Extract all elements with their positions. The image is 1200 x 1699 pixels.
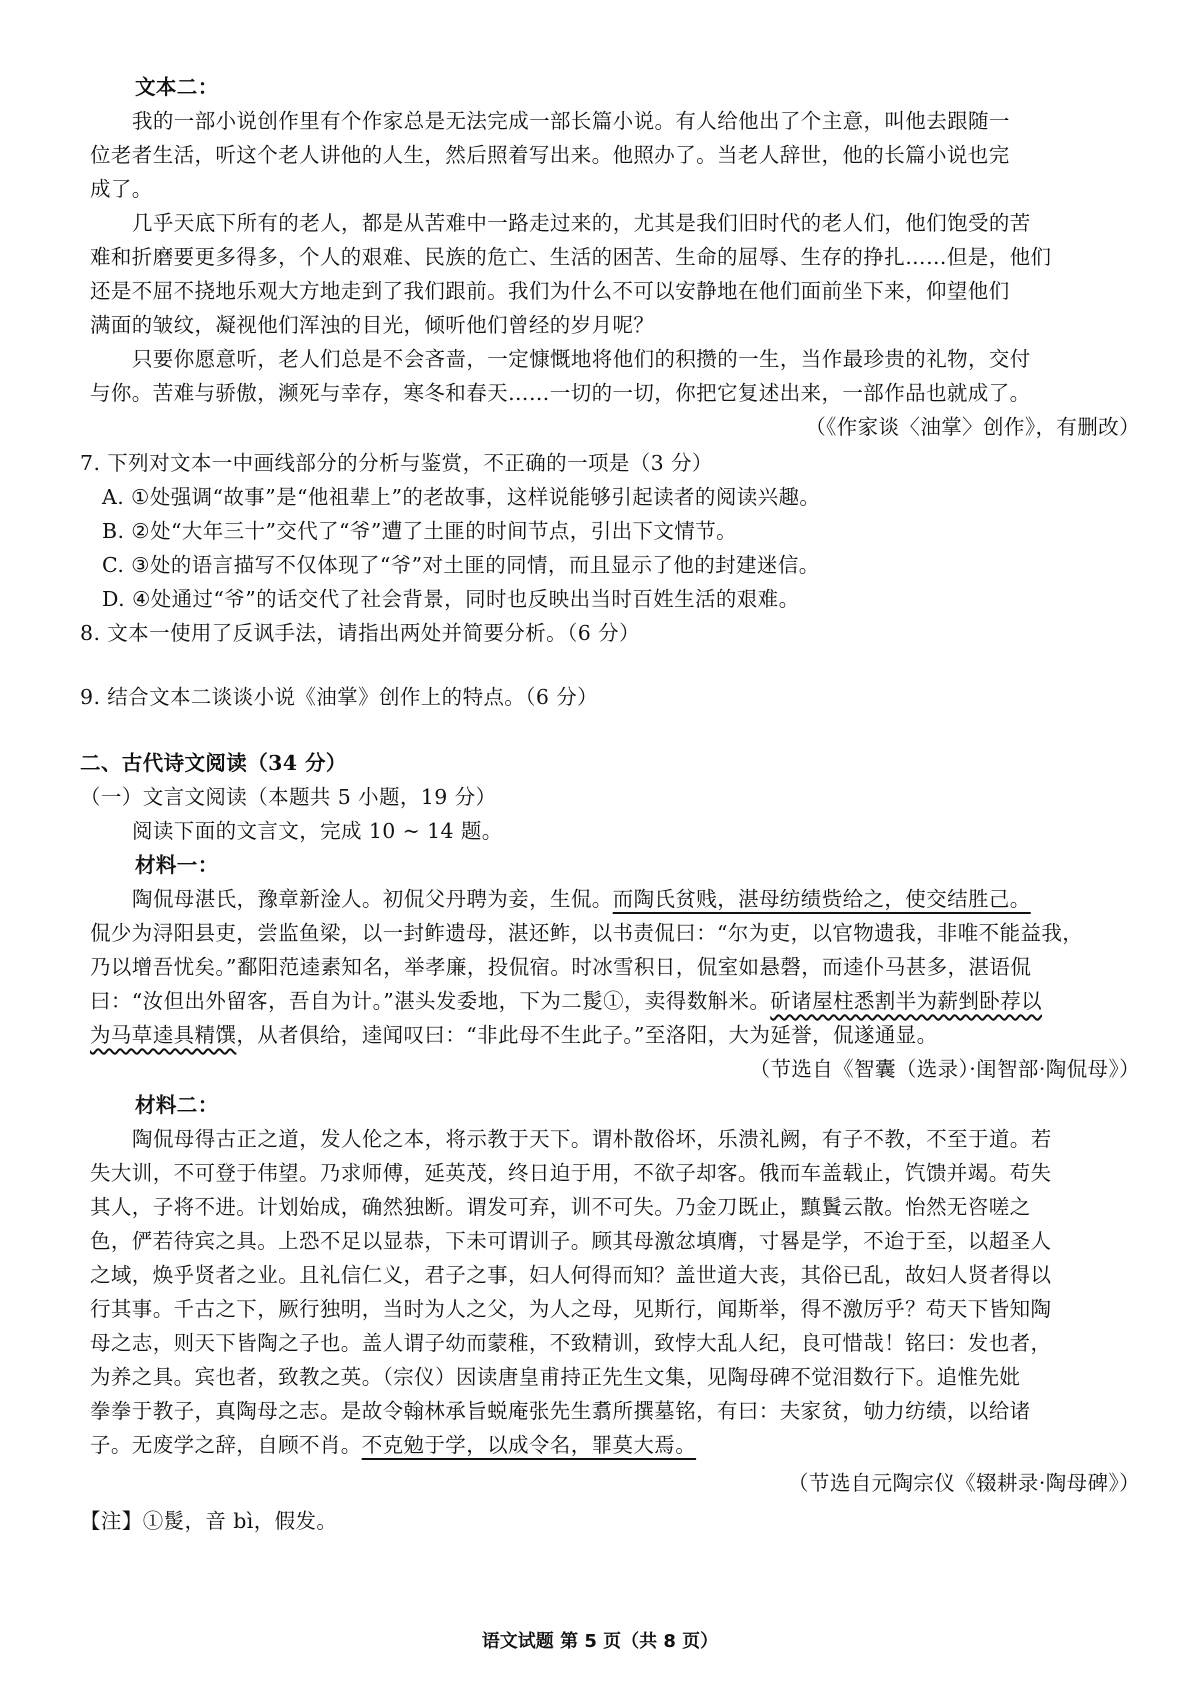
section-subtitle: （一）文言文阅读（本题共 5 小题，19 分） (80, 785, 497, 809)
material1-text: 陶侃母湛氏，豫章新淦人。初侃父丹聘为妾，生侃。 (132, 887, 613, 911)
material2-line: 为养之具。宾也者，致教之英。（宗仪）因读唐皇甫持正先生文集，见陶母碑不觉泪数行下。追惟先妣 (90, 1365, 1021, 1389)
material2-text: 子。无废学之辞，自顾不肖。 (90, 1433, 362, 1457)
material1-line (90, 984, 1042, 1018)
section-instruction: 阅读下面的文言文，完成 10 ~ 14 题。 (132, 819, 503, 843)
wavy-underlined-sentence: 斫诸屋柱悉割半为薪剉卧荐以 (770, 989, 1043, 1013)
material2-heading: 材料二： (135, 1093, 219, 1117)
material1-text: ，从者俱给，逵闻叹曰：“非此母不生此子。”至洛阳，大为延誉，侃遂通显。 (236, 1023, 938, 1047)
material2-line: 色，俨若待宾之具。上恐不足以显恭，下未可谓训子。顾其母激忿填膺，寸晷是学，不迨于至，以超圣人 (90, 1229, 1052, 1253)
text2-line: 我的一部小说创作里有个作家总是无法完成一部长篇小说。有人给他出了个主意，叫他去跟随一 (132, 109, 1010, 133)
material2-line: 拳拳于教子，真陶母之志。是故令翰林承旨蜕庵张先生翥所撰墓铭，有曰：夫家贫，劬力纺绩，以给诸 (90, 1399, 1031, 1423)
material2-line: 行其事。千古之下，厥行独明，当时为人之父，为人之母，见斯行，闻斯举，得不激厉乎？苟天下皆知陶 (90, 1297, 1052, 1321)
material2-line: 其人，子将不进。计划始成，确然独断。谓发可弃，训不可失。乃金刀既止，黰鬒云散。怡然无咨嗟之 (90, 1195, 1031, 1219)
text2-line: 位老者生活，听这个老人讲他的人生，然后照着写出来。他照办了。当老人辞世，他的长篇小说也完 (90, 143, 1010, 167)
material1-heading: 材料一： (135, 853, 219, 877)
text2-line: 还是不屈不挠地乐观大方地走到了我们跟前。我们为什么不可以安静地在他们面前坐下来，仰望他们 (90, 279, 1010, 303)
text2-heading: 文本二： (135, 75, 219, 99)
material2-line (90, 1428, 696, 1462)
material1-text: 曰：“汝但出外留客，吾自为计。”湛头发委地，下为二髲①，卖得数斛米。 (90, 989, 771, 1013)
question-9: 9. 结合文本二谈谈小说《油掌》创作上的特点。（6 分） (80, 685, 599, 709)
material2-line: 母之志，则天下皆陶之子也。盖人谓子幼而蒙稚，不致精训，致悖大乱人纪，良可惜哉！铭曰：发也者， (90, 1331, 1052, 1355)
material2-line: 陶侃母得古正之道，发人伦之本，将示教于天下。谓朴散俗坏，乐溃礼阙，有子不教，不至于道。若 (132, 1127, 1052, 1151)
question-7-option-a: A. ①处强调“故事”是“他祖辈上”的老故事，这样说能够引起读者的阅读兴趣。 (102, 485, 821, 509)
underlined-sentence: 不克勉于学，以成令名，罪莫大焉。 (361, 1433, 697, 1457)
material1-line: 侃少为浔阳县吏，尝监鱼梁，以一封鲊遗母，湛还鲊，以书责侃曰：“尔为吏，以官物遗我，非唯不能益我， (90, 921, 1084, 945)
section-title: 二、古代诗文阅读（34 分） (80, 751, 347, 775)
material1-line: 乃以增吾忧矣。”鄱阳范逵素知名，举孝廉，投侃宿。时冰雪积日，侃室如悬磬，而逵仆马甚多，湛语侃 (90, 955, 1032, 979)
question-8: 8. 文本一使用了反讽手法，请指出两处并简要分析。（6 分） (80, 621, 640, 645)
text2-line: 只要你愿意听，老人们总是不会吝啬，一定慷慨地将他们的积攒的一生，当作最珍贵的礼物，交付 (132, 347, 1031, 371)
material1-source: （节选自《智囊（选录）·闺智部·陶侃母》） (749, 1057, 1140, 1081)
question-7-option-b: B. ②处“大年三十”交代了“爷”遭了土匪的时间节点，引出下文情节。 (102, 519, 737, 543)
text2-line: 成了。 (90, 177, 153, 201)
text2-line: 几乎天底下所有的老人，都是从苦难中一路走过来的，尤其是我们旧时代的老人们，他们饱受的苦 (132, 211, 1031, 235)
page-footer: 语文试题 第 5 页（共 8 页） (481, 1631, 719, 1652)
material1-line (90, 1018, 938, 1052)
footnote: 【注】①髲，音 bì，假发。 (80, 1509, 338, 1533)
text2-line: 与你。苦难与骄傲，濒死与幸存，寒冬和春天……一切的一切，你把它复述出来，一部作品也就成了。 (90, 381, 1031, 405)
question-7-option-c: C. ③处的语言描写不仅体现了“爷”对土匪的同情，而且显示了他的封建迷信。 (102, 553, 820, 577)
material2-line: 失大训，不可登于伟望。乃求师傅，延英茂，终日迫于用，不欲子却客。俄而车盖载止，饩馈并竭。苟失 (90, 1161, 1052, 1185)
underlined-sentence: 而陶氏贫贱，湛母纺绩赀给之，使交结胜己。 (612, 887, 1031, 911)
material2-line: 之域，焕乎贤者之业。且礼信仁义，君子之事，妇人何得而知？盖世道大丧，其俗已乱，故妇人贤者得以 (90, 1263, 1052, 1287)
text2-source: （《作家谈〈油掌〉创作》，有删改） (805, 415, 1140, 439)
question-7-option-d: D. ④处通过“爷”的话交代了社会背景，同时也反映出当时百姓生活的艰难。 (102, 587, 800, 611)
material1-line (132, 882, 1031, 916)
text2-line: 难和折磨要更多得多，个人的艰难、民族的危亡、生活的困苦、生命的屈辱、生存的挣扎……但是，他们 (90, 245, 1052, 269)
text2-line: 满面的皱纹，凝视他们浑浊的目光，倾听他们曾经的岁月呢？ (90, 313, 655, 337)
material2-source: （节选自元陶宗仪《辍耕录·陶母碑》） (788, 1471, 1140, 1495)
question-7: 7. 下列对文本一中画线部分的分析与鉴赏，不正确的一项是（3 分） (80, 451, 713, 475)
wavy-underlined-sentence: 为马草逵具精馔 (90, 1023, 237, 1047)
